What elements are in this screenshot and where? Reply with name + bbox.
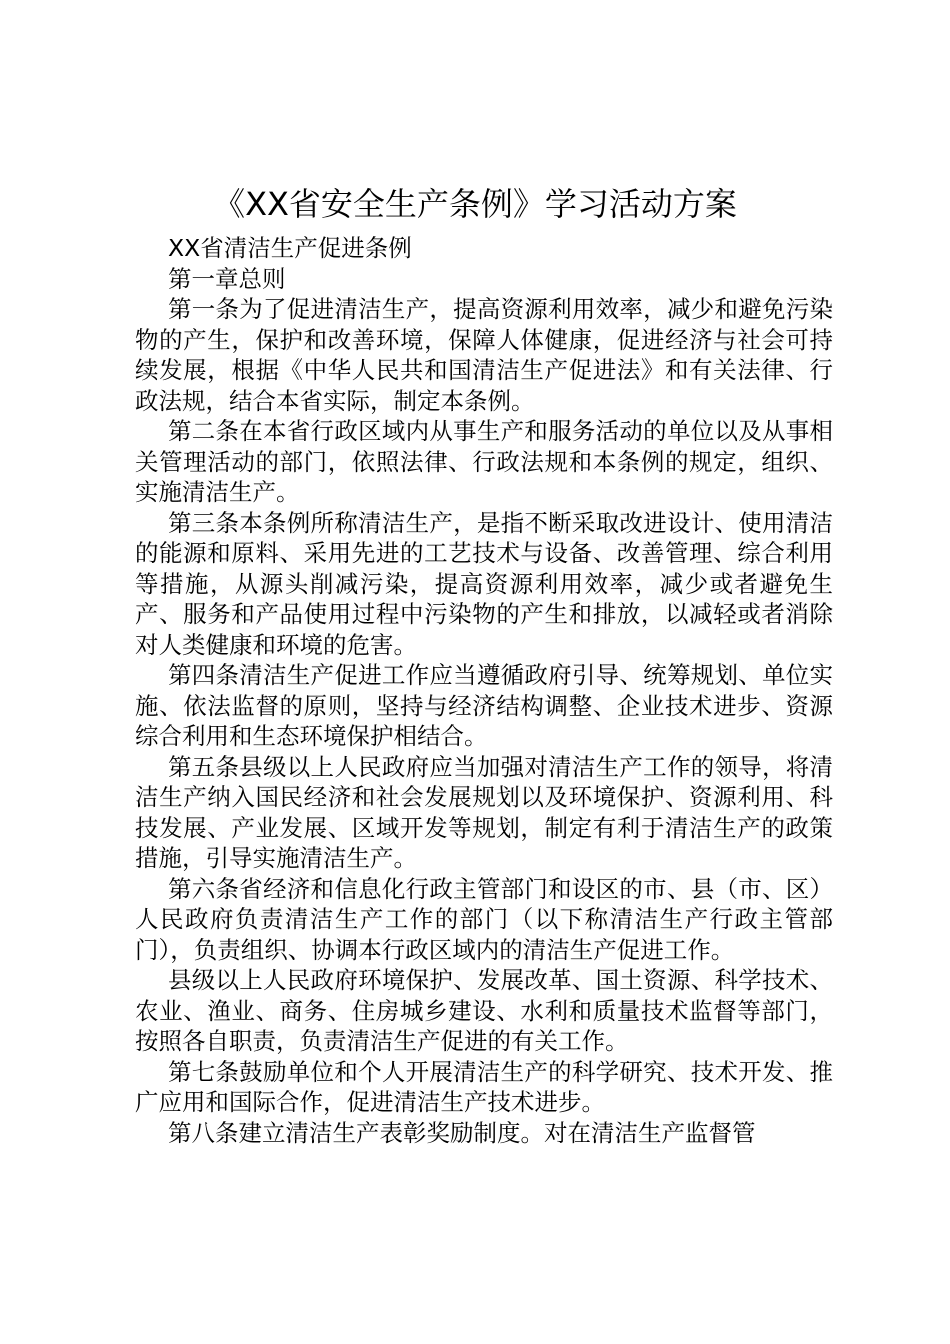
paragraph-subtitle: XX省清洁生产促进条例: [168, 234, 412, 262]
paragraph-article-8: 第八条建立清洁生产表彰奖励制度。对在清洁生产监督管: [168, 1118, 756, 1147]
paragraph-article-3: 第三条本条例所称清洁生产，是指不断采取改进设计、使用清洁的能源和原料、采用先进的工艺技术与设备、改善管理、综合利用等措施，从源头削减污染，提高资源利用效率，减少或者避免生产、服务和产品使用过程中污染物的产生和排放，以减轻或者消除对人类健康和环境的危害。: [135, 508, 833, 659]
document-body: [135, 233, 833, 1148]
paragraph-article-5: 第五条县级以上人民政府应当加强对清洁生产工作的领导，将清洁生产纳入国民经济和社会发展规划以及环境保护、资源利用、科技发展、产业发展、区域开发等规划，制定有利于清洁生产的政策措施，引导实施清洁生产。: [135, 752, 833, 872]
paragraph-chapter-heading: 第一章总则: [168, 264, 286, 293]
paragraph-article-4: 第四条清洁生产促进工作应当遵循政府引导、统筹规划、单位实施、依法监督的原则，坚持与经济结构调整、企业技术进步、资源综合利用和生态环境保护相结合。: [135, 661, 833, 750]
document-title: 《XX省安全生产条例》学习活动方案: [213, 185, 737, 223]
paragraph-article-7: 第七条鼓励单位和个人开展清洁生产的科学研究、技术开发、推广应用和国际合作，促进清洁生产技术进步。: [135, 1057, 833, 1116]
paragraph-article-6: 第六条省经济和信息化行政主管部门和设区的市、县（市、区）人民政府负责清洁生产工作的部门（以下称清洁生产行政主管部门），负责组织、协调本行政区域内的清洁生产促进工作。: [135, 874, 833, 964]
paragraph-article-6-continued: 县级以上人民政府环境保护、发展改革、国土资源、科学技术、农业、渔业、商务、住房城乡建设、水利和质量技术监督等部门，按照各自职责，负责清洁生产促进的有关工作。: [135, 966, 833, 1055]
paragraph-article-1: 第一条为了促进清洁生产，提高资源利用效率，减少和避免污染物的产生，保护和改善环境，保障人体健康，促进经济与社会可持续发展，根据《中华人民共和国清洁生产促进法》和有关法律、行政法规，结合本省实际，制定本条例。: [135, 295, 833, 415]
paragraph-article-2: 第二条在本省行政区域内从事生产和服务活动的单位以及从事相关管理活动的部门，依照法律、行政法规和本条例的规定，组织、实施清洁生产。: [135, 417, 833, 506]
